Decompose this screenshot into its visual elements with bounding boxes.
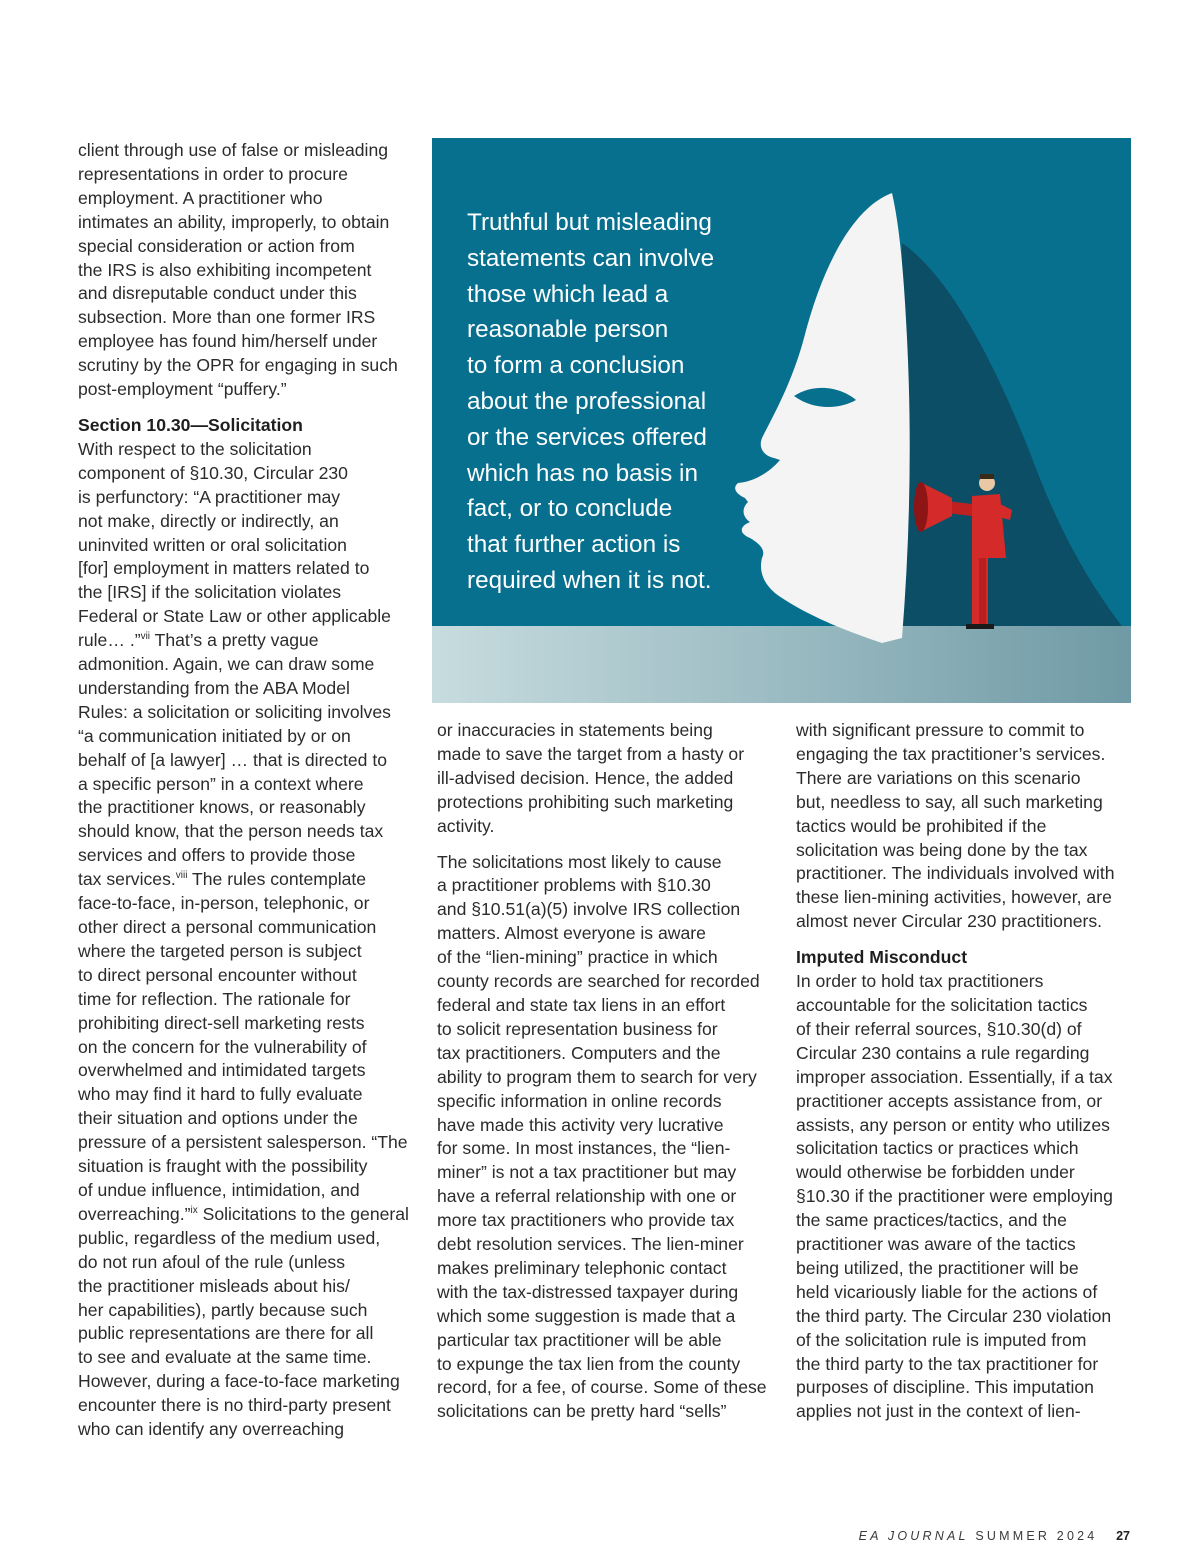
text-line: with significant pressure to commit to	[796, 720, 1085, 740]
text-line: employee has found him/herself under	[78, 331, 378, 352]
text-line: on the concern for the vulnerability of	[78, 1036, 367, 1057]
text-line: of the solicitation rule is imputed from	[796, 1329, 1087, 1350]
text-line: In order to hold tax practitioners	[796, 971, 1044, 992]
text-line: applies not just in the context of lien-	[796, 1401, 1081, 1422]
text-line: statements can involve	[467, 244, 715, 272]
text-line: understanding from the ABA Model	[78, 677, 350, 698]
text-line: However, during a face-to-face marketing	[78, 1371, 400, 1392]
text-line: but, needless to say, all such marketing	[796, 791, 1103, 812]
text-line: There are variations on this scenario	[796, 767, 1081, 788]
text-line: client through use of false or misleading	[78, 140, 389, 160]
text-line: her capabilities), partly because such	[78, 1299, 368, 1320]
text-line: of their referral sources, §10.30(d) of	[796, 1018, 1082, 1039]
text-line: assists, any person or entity who utilizes	[796, 1114, 1110, 1135]
text-line: post-employment “puffery.”	[78, 379, 287, 400]
text-line: of the “lien-mining” practice in which	[437, 947, 718, 968]
text-line: uninvited written or oral solicitation	[78, 534, 347, 555]
text-line: situation is fraught with the possibility	[78, 1156, 368, 1177]
text-line: tactics would be prohibited if the	[796, 815, 1047, 836]
text-line: tax practitioners. Computers and the	[437, 1042, 721, 1063]
text-line: to see and evaluate at the same time.	[78, 1347, 372, 1368]
text-line: more tax practitioners who provide tax	[437, 1210, 735, 1231]
text-line: particular tax practitioner will be able	[437, 1329, 722, 1350]
text-line: with the tax-distressed taxpayer during	[437, 1281, 739, 1302]
text-line: of undue influence, intimidation, and	[78, 1179, 360, 1200]
text-line: pressure of a persistent salesperson. “The	[78, 1132, 408, 1153]
text-line: Federal or State Law or other applicable	[78, 606, 391, 627]
text-line: who can identify any overreaching	[78, 1419, 345, 1440]
text-line: component of §10.30, Circular 230	[78, 462, 348, 483]
paragraph	[796, 719, 1136, 934]
text-line: held vicariously liable for the actions of	[796, 1281, 1098, 1302]
text-line: solicitation was being done by the tax	[796, 839, 1088, 860]
text-line: [for] employment in matters related to	[78, 558, 370, 579]
text-line: being utilized, the practitioner will be	[796, 1257, 1079, 1278]
text-line: practitioner accepts assistance from, or	[796, 1090, 1103, 1111]
text-line: those which lead a	[467, 280, 669, 308]
text-line: would otherwise be forbidden under	[796, 1162, 1075, 1183]
text-line: about the professional	[467, 387, 707, 415]
text-line: practitioner was aware of the tactics	[796, 1234, 1076, 1255]
text-line: tax services.$^{viii}$ The rules contemplate	[78, 869, 367, 890]
text-line: a specific person” in a context where	[78, 773, 364, 794]
text-line: employment. A practitioner who	[78, 187, 323, 208]
text-line: practitioner. The individuals involved with	[796, 863, 1115, 884]
text-line: or the services offered	[467, 423, 707, 451]
text-line: scrutiny by the OPR for engaging in such	[78, 355, 398, 376]
text-line: §10.30 if the practitioner were employing	[796, 1186, 1113, 1207]
text-line: improper association. Essentially, if a tax	[796, 1066, 1113, 1087]
pull-quote	[467, 205, 767, 599]
text-line: the practitioner knows, or reasonably	[78, 797, 366, 818]
text-line: time for reflection. The rationale for	[78, 988, 351, 1009]
text-line: intimates an ability, improperly, to obtain	[78, 211, 390, 232]
text-line: to direct personal encounter without	[78, 964, 357, 985]
text-line: overreaching.”$^{ix}$ Solicitations to the general	[78, 1203, 409, 1224]
paragraph	[78, 139, 418, 402]
text-line: face-to-face, in-person, telephonic, or	[78, 893, 370, 914]
text-line: engaging the tax practitioner’s services.	[796, 743, 1106, 764]
text-line: specific information in online records	[437, 1090, 722, 1111]
article-column-left	[78, 139, 418, 1442]
text-line: the practitioner misleads about his/	[78, 1275, 350, 1296]
text-line: representations in order to procure	[78, 163, 348, 184]
text-line: the third party. The Circular 230 violation	[796, 1305, 1112, 1326]
text-line: overwhelmed and intimidated targets	[78, 1060, 366, 1081]
text-line: to solicit representation business for	[437, 1018, 718, 1039]
paragraph	[78, 438, 418, 1442]
text-line: or inaccuracies in statements being	[437, 720, 713, 740]
text-line: and disreputable conduct under this	[78, 283, 357, 304]
text-line: ill-advised decision. Hence, the added	[437, 767, 734, 788]
text-line: services and offers to provide those	[78, 845, 356, 866]
text-line: special consideration or action from	[78, 235, 355, 256]
issue-label: SUMMER 2024	[975, 1529, 1098, 1543]
text-line: required when it is not.	[467, 566, 712, 594]
publication-name: EA JOURNAL	[858, 1529, 969, 1543]
text-line: to form a conclusion	[467, 352, 685, 380]
text-line: ability to program them to search for very	[437, 1066, 757, 1087]
text-line: activity.	[437, 815, 495, 836]
page-number: 27	[1116, 1529, 1130, 1543]
endnote-ref: viii	[175, 870, 188, 882]
text-line: rule… .”$^{vii}$ That’s a pretty vague	[78, 630, 319, 651]
text-line: Truthful but misleading	[467, 209, 712, 236]
text-line: The solicitations most likely to cause	[437, 851, 722, 872]
text-line: where the targeted person is subject	[78, 940, 362, 961]
text-line: record, for a fee, of course. Some of these	[437, 1377, 767, 1398]
text-line: is perfunctory: “A practitioner may	[78, 486, 341, 507]
text-line: public representations are there for all	[78, 1323, 374, 1344]
text-line: almost never Circular 230 practitioners.	[796, 911, 1103, 932]
text-line: the IRS is also exhibiting incompetent	[78, 259, 372, 280]
floor	[432, 626, 1131, 703]
text-line: Circular 230 contains a rule regarding	[796, 1042, 1090, 1063]
text-line: which some suggestion is made that a	[437, 1305, 736, 1326]
text-line: purposes of discipline. This imputation	[796, 1377, 1094, 1398]
text-line: these lien-mining activities, however, are	[796, 887, 1112, 908]
paragraph	[437, 719, 777, 839]
text-line: matters. Almost everyone is aware	[437, 923, 706, 944]
text-line: a practitioner problems with §10.30	[437, 875, 711, 896]
paragraph	[796, 970, 1136, 1424]
text-line: made to save the target from a hasty or	[437, 743, 745, 764]
text-line: solicitation tactics or practices which	[796, 1138, 1079, 1159]
text-line: the same practices/tactics, and the	[796, 1210, 1067, 1231]
text-line: reasonable person	[467, 316, 669, 344]
page-footer	[859, 1529, 1130, 1543]
text-line: admonition. Again, we can draw some	[78, 654, 375, 675]
text-line: encounter there is no third-party present	[78, 1395, 391, 1416]
text-line: for some. In most instances, the “lien-	[437, 1138, 731, 1159]
section-heading: Imputed Misconduct	[796, 947, 968, 968]
article-column-middle	[437, 719, 777, 1424]
article-column-right	[796, 719, 1136, 1424]
endnote-ref: vii	[140, 631, 151, 643]
text-line: and §10.51(a)(5) involve IRS collection	[437, 899, 741, 920]
text-line: the [IRS] if the solicitation violates	[78, 582, 342, 603]
text-line: miner” is not a tax practitioner but may	[437, 1162, 737, 1183]
text-line: not make, directly or indirectly, an	[78, 510, 339, 531]
text-line: have a referral relationship with one or	[437, 1186, 737, 1207]
text-line: to expunge the tax lien from the county	[437, 1353, 741, 1374]
text-line: subsection. More than one former IRS	[78, 307, 376, 328]
text-line: federal and state tax liens in an effort	[437, 994, 726, 1015]
text-line: behalf of [a lawyer] … that is directed to	[78, 749, 388, 770]
text-line: which has no basis in	[467, 459, 698, 487]
text-line: other direct a personal communication	[78, 917, 377, 937]
text-line: the third party to the tax practitioner for	[796, 1353, 1099, 1374]
text-line: protections prohibiting such marketing	[437, 791, 734, 812]
text-line: have made this activity very lucrative	[437, 1114, 724, 1135]
text-line: prohibiting direct-sell marketing rests	[78, 1012, 365, 1033]
text-line: solicitations can be pretty hard “sells”	[437, 1401, 727, 1422]
text-line: should know, that the person needs tax	[78, 821, 384, 842]
text-line: accountable for the solicitation tactics	[796, 994, 1088, 1015]
text-line: debt resolution services. The lien-miner	[437, 1234, 744, 1255]
paragraph	[437, 851, 777, 1425]
text-line: “a communication initiated by or on	[78, 725, 351, 746]
text-line: Rules: a solicitation or soliciting involves	[78, 701, 391, 722]
text-line: who may find it hard to fully evaluate	[78, 1084, 363, 1105]
text-line: fact, or to conclude	[467, 495, 673, 523]
text-line: makes preliminary telephonic contact	[437, 1257, 727, 1278]
text-line: do not run afoul of the rule (unless	[78, 1251, 346, 1272]
text-line: that further action is	[467, 531, 681, 559]
text-line: their situation and options under the	[78, 1108, 358, 1129]
text-line: public, regardless of the medium used,	[78, 1227, 381, 1248]
section-heading: Section 10.30—Solicitation	[78, 414, 303, 435]
text-line: county records are searched for recorded	[437, 971, 760, 992]
mask-illustration	[432, 138, 1131, 703]
text-line: With respect to the solicitation	[78, 438, 312, 459]
endnote-ref: ix	[190, 1205, 198, 1217]
